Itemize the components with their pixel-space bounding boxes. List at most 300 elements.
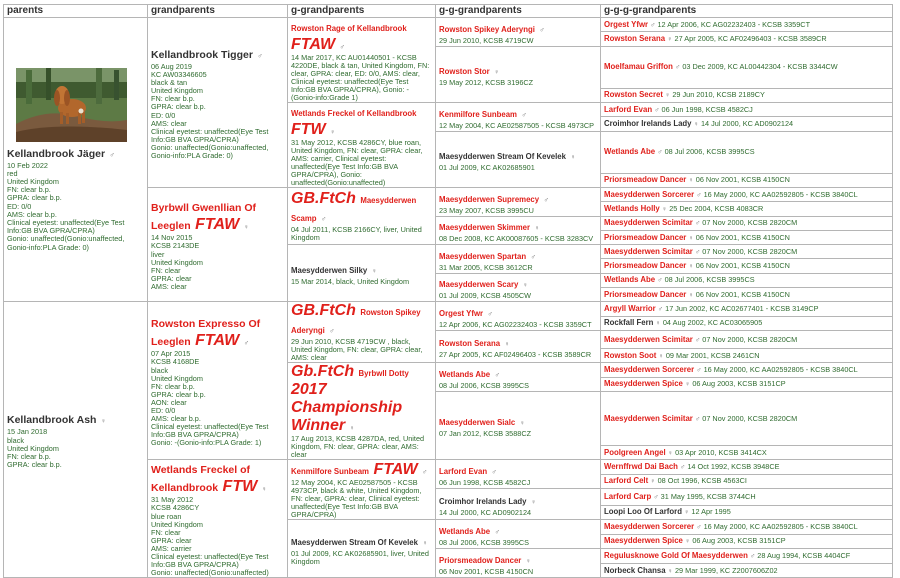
dog-details: 07 Nov 2000, KCSB 2820CM: [702, 218, 798, 228]
g-g-grandparent-cell: [436, 216, 601, 245]
dog-name-link[interactable]: Kenmilfore Sunbeam: [291, 466, 369, 476]
dog-name-block: [291, 363, 409, 434]
g-grandparent-cell: [288, 18, 436, 103]
dog-name-block: [604, 218, 700, 227]
dog-name-block: [439, 550, 531, 567]
dog-name-link[interactable]: Larford Evan: [439, 466, 488, 476]
detail-line: KCSB 4286CY: [151, 503, 200, 513]
g-g-g-grandparent-cell: [601, 245, 893, 259]
dog-name-block: [604, 536, 690, 545]
dog-name-link[interactable]: Loopi Loo Of Larford: [604, 507, 682, 517]
detail-line: 07 Apr 2015: [151, 349, 191, 359]
g-g-g-grandparent-cell: [601, 202, 893, 216]
detail-line: red: [7, 168, 18, 178]
dog-details: [7, 162, 144, 252]
male-icon: ♂: [487, 310, 493, 318]
dog-details: 08 Dec 2008, KC AK00087605 - KCSB 3283CV: [439, 234, 594, 244]
male-icon: ♂: [491, 468, 497, 476]
dog-name-block: [291, 190, 416, 225]
dog-name-block: [604, 34, 672, 43]
dog-details: 17 Aug 2013, KCSB 4287DA, red, United Kingdom, FN: clear, GPRA: clear, AMS: clear: [291, 434, 425, 460]
dog-details: 29 Mar 1999, KC Z2007606Z02: [674, 565, 778, 575]
dog-name-link[interactable]: Rowston Expresso Of Leeglen: [151, 318, 261, 349]
dog-name-link[interactable]: Rowston Spikey Aderyngi: [439, 24, 535, 34]
dog-details: 12 Apr 2006, KC AG02232403 - KCSB 3359CT: [657, 19, 811, 29]
dog-name-link[interactable]: Argyll Warrior: [604, 304, 656, 314]
female-icon: ♀: [494, 69, 500, 77]
detail-line: GPRA: clear: [151, 273, 192, 283]
detail-line: GPRA: clear b.p.: [7, 460, 62, 470]
dog-details: 25 Dec 2004, KCSB 4083CR: [669, 203, 764, 213]
detail-line: Clinical eyetest: unaffected(Eye Test Info:GB BVA GPRA/CPRA): [151, 422, 269, 440]
dog-name-block: [291, 302, 421, 337]
dog-name-link[interactable]: Maesydderwen Sorcerer: [604, 521, 695, 531]
g-g-grandparent-cell: [436, 302, 601, 331]
g-g-g-grandparent-cell: [601, 377, 893, 391]
female-icon: ♀: [684, 381, 691, 389]
dog-name-link[interactable]: Kenmilfore Sunbeam: [439, 109, 517, 119]
male-icon: ♂: [696, 523, 702, 531]
detail-line: Clinical eyetest: unaffected(Eye Test Info:GB BVA GPRA/CPRA): [151, 552, 269, 570]
dog-details: 15 Mar 2014, black, United Kingdom: [291, 277, 410, 287]
g-g-grandparent-cell: [436, 330, 601, 362]
dog-name-link[interactable]: Kellandbrook Jäger: [7, 147, 106, 160]
dog-details: 16 May 2000, KC AA02592805 - KCSB 3840CL: [703, 365, 858, 375]
g-g-grandparent-cell: [436, 18, 601, 47]
dog-details: 08 Oct 1996, KCSB 4563CI: [657, 476, 747, 486]
dog-name-link[interactable]: Regulusknowe Gold Of Maesydderwen: [604, 551, 748, 561]
detail-line: GPRA: clear b.p.: [151, 389, 206, 399]
dog-title: FTAW: [291, 36, 336, 53]
dog-name-link[interactable]: Maesydderwen Scimitar: [604, 218, 693, 228]
female-icon: ♀: [330, 129, 336, 136]
dog-name-block: [439, 217, 540, 234]
female-icon: ♀: [684, 538, 691, 546]
detail-line: AMS: clear: [151, 281, 187, 291]
dog-name-block: [604, 448, 673, 457]
dog-details: 06 Nov 2001, KCSB 4150CN: [695, 232, 790, 242]
dog-name-block: [439, 364, 500, 381]
dog-name-link[interactable]: Maesydderwen Spartan: [439, 251, 527, 261]
dog-details: 14 Jul 2000, KC AD0902124: [439, 507, 532, 517]
male-icon: ♂: [650, 21, 656, 29]
grandparent-cell: [148, 302, 288, 460]
female-icon: ♀: [534, 225, 540, 233]
dog-name-link[interactable]: Priorsmeadow Dancer: [604, 175, 687, 185]
dog-name-block: [7, 144, 115, 161]
header-parents: parents: [4, 5, 148, 18]
dog-name-link[interactable]: Maesydderwen Supremecy: [439, 194, 540, 204]
detail-line: AMS: clear b.p.: [7, 209, 57, 219]
g-g-g-grandparent-cell: [601, 488, 893, 505]
dog-title: FTAW: [195, 216, 240, 234]
dog-name-block: [604, 507, 689, 516]
dog-name-block: [151, 45, 263, 62]
dog-name-block: [439, 521, 500, 538]
dog-name-block: [439, 491, 536, 508]
dog-name-link[interactable]: Maesydderwen Sorcerer: [604, 365, 695, 375]
detail-line: Gonio: unaffected(Gonio:unaffected, Gonio-info:PLA Grade: 0): [7, 234, 125, 252]
dog-name-link[interactable]: Maesydderwen Skimmer: [439, 223, 531, 233]
dog-title-prefix: Gb.FtCh: [291, 363, 355, 381]
dog-details: 19 May 2012, KCSB 3196CZ: [439, 78, 534, 88]
dog-name-link[interactable]: Maesydderwen Spice: [604, 379, 683, 389]
dog-details: 16 May 2000, KC AA02592805 - KCSB 3840CL: [703, 521, 858, 531]
dog-name-link[interactable]: Wetlands Abe: [604, 275, 656, 285]
pedigree-row: [4, 302, 893, 316]
dog-name-link[interactable]: Larford Carp: [604, 491, 652, 501]
dog-name-block: [604, 414, 700, 423]
detail-line: 31 May 2012: [151, 495, 194, 505]
detail-line: GPRA: clear b.p.: [7, 193, 62, 203]
detail-line: Gonio: unaffected(Gonio:unaffected, Gonio-info:PLA Grade: 0): [151, 142, 269, 160]
grandparent-cell: [148, 188, 288, 302]
dog-name-link[interactable]: Priorsmeadow Dancer: [604, 261, 687, 271]
detail-line: 14 Nov 2015: [151, 233, 193, 243]
dog-details: 06 Nov 2001, KCSB 4150CN: [695, 261, 790, 271]
dog-details: 06 Nov 2001, KCSB 4150CN: [439, 566, 534, 576]
dog-title-suffix: 2017 Championship Winner: [291, 381, 403, 435]
detail-line: black: [7, 435, 25, 445]
detail-line: 15 Jan 2018: [7, 427, 48, 437]
g-grandparent-cell: [288, 363, 436, 460]
dog-name-block: [291, 103, 417, 138]
female-icon: ♀: [688, 177, 694, 185]
dog-name-block: [604, 190, 701, 199]
detail-line: United Kingdom: [151, 519, 203, 529]
dog-name-link[interactable]: Wetlands Holly: [604, 203, 660, 213]
female-icon: ♀: [243, 224, 249, 232]
dog-details: 08 Jul 2006, KCSB 3995CS: [439, 537, 530, 547]
dog-details: 29 Jun 2010, KCSB 2189CY: [672, 90, 765, 100]
dog-details: 17 Jun 2002, KC AC02677401 - KCSB 3149CP: [665, 304, 819, 314]
header-row: [4, 5, 893, 18]
female-icon: ♀: [667, 449, 674, 457]
header-grandparents: grandparents: [148, 5, 288, 18]
detail-line: 10 Feb 2022: [7, 160, 48, 170]
male-icon: ♂: [329, 328, 335, 336]
pedigree-table: [3, 4, 893, 578]
dog-name-block: [604, 261, 694, 270]
dog-details: 08 Jul 2006, KCSB 3995CS: [664, 147, 755, 157]
female-icon: ♀: [650, 478, 656, 486]
dog-name-link[interactable]: Maesydderwen Scimitar: [604, 246, 693, 256]
dog-details: [7, 428, 144, 469]
detail-line: Clinical eyetest: unaffected(Eye Test Info:GB BVA GPRA/CPRA): [7, 217, 125, 236]
detail-line: FN: clear b.p.: [7, 451, 51, 461]
dog-name-link[interactable]: Maesydderwen Stream Of Kevelek: [291, 537, 418, 547]
g-g-grandparent-cell: [436, 363, 601, 392]
detail-line: FN: clear: [151, 527, 181, 537]
detail-line: FN: clear b.p.: [7, 185, 51, 195]
g-g-g-grandparent-cell: [601, 18, 893, 32]
detail-line: Gonio: unaffected(Gonio:unaffected): [151, 568, 269, 578]
dog-details: 12 May 2004, KC AE02587505 - KCSB 4973CP, black & white, United Kingdom, FN: clear, GPRA: clear, Clinical eyetest: unaffected(Eye Test Info:GB BVA GPRA/CPRA): [291, 477, 422, 519]
female-icon: ♀: [522, 282, 529, 290]
dog-name-link[interactable]: Wetlands Abe: [439, 526, 491, 536]
dog-details: 04 Jul 2011, KCSB 2166CY, liver, United Kingdom: [291, 225, 422, 243]
dog-name-link[interactable]: Rowston Stor: [439, 67, 490, 77]
male-icon: ♂: [657, 306, 664, 314]
g-g-g-grandparent-cell: [601, 46, 893, 88]
dog-name-block: [604, 551, 755, 560]
dog-name-link[interactable]: Rowston Serana: [439, 339, 501, 349]
dog-details: 31 Mar 2005, KCSB 3612CR: [439, 262, 533, 272]
female-icon: ♀: [504, 341, 510, 349]
dog-details: 06 Jun 1998, KCSB 4582CJ: [439, 477, 531, 487]
detail-line: United Kingdom: [151, 86, 203, 96]
detail-line: United Kingdom: [151, 257, 203, 267]
dog-name-block: [439, 333, 510, 350]
g-g-g-grandparent-cell: [601, 460, 893, 474]
male-icon: ♂: [654, 106, 660, 114]
g-g-g-grandparent-cell: [601, 564, 893, 578]
dog-name-block: [604, 318, 661, 327]
detail-line: black & tan: [151, 78, 188, 88]
dog-name-block: [604, 20, 655, 29]
dog-name-block: [604, 351, 664, 360]
detail-line: KCSB 2143DE: [151, 241, 200, 251]
dog-details: 09 Mar 2001, KCSB 2461CN: [665, 350, 760, 360]
dog-details: 12 May 2004, KC AE02587505 - KCSB 4973CP: [439, 120, 594, 130]
dog-name-link[interactable]: Orgest Yfwr: [439, 308, 484, 318]
g-g-g-grandparent-cell: [601, 349, 893, 363]
g-g-grandparent-cell: [436, 103, 601, 132]
male-icon: ♂: [680, 464, 686, 472]
dog-name-link[interactable]: Priorsmeadow Dancer: [439, 555, 522, 565]
male-icon: ♂: [243, 340, 249, 348]
detail-line: GPRA: clear b.p.: [151, 102, 206, 112]
dog-name-block: [291, 532, 428, 549]
g-g-g-grandparent-cell: [601, 363, 893, 377]
dog-name-link[interactable]: Norbeck Chansa: [604, 565, 666, 575]
dog-details: 08 Jul 2006, KCSB 3995CS: [664, 275, 755, 285]
dog-details: 16 May 2000, KC AA02592805 - KCSB 3840CL: [703, 189, 858, 199]
g-g-grandparent-cell: [436, 460, 601, 489]
dog-name-link[interactable]: Rowston Soot: [604, 350, 657, 360]
dog-name-link[interactable]: Priorsmeadow Dancer: [604, 232, 687, 242]
dog-details: 27 Apr 2005, KC AF02496403 - KCSB 3589CR: [674, 33, 827, 43]
dog-name-block: [604, 119, 699, 128]
dog-details: 06 Nov 2001, KCSB 4150CN: [695, 175, 790, 185]
g-g-g-grandparent-cell: [601, 330, 893, 348]
dog-details: 12 Apr 1995: [691, 507, 731, 517]
detail-line: United Kingdom: [151, 373, 203, 383]
dog-name-block: [439, 61, 499, 78]
g-g-g-grandparent-cell: [601, 188, 893, 202]
dog-details: 08 Jul 2006, KCSB 3995CS: [439, 380, 530, 390]
dog-name-link[interactable]: Kellandbrook Tigger: [151, 48, 253, 61]
dog-name-block: [151, 460, 267, 495]
dog-details: 01 Jul 2009, KC AK02685901: [439, 163, 535, 173]
dog-name-link[interactable]: Rowston Serana: [604, 33, 666, 43]
dog-name-link[interactable]: Maesydderwen Scimitar: [604, 334, 693, 344]
male-icon: ♂: [694, 336, 701, 344]
male-icon: ♂: [494, 371, 500, 379]
female-icon: ♀: [422, 539, 428, 547]
male-icon: ♂: [657, 277, 663, 285]
dog-details: 07 Nov 2000, KCSB 2820CM: [702, 413, 798, 423]
dog-details: 01 Jul 2009, KC AK02685901, liver, United Kingdom: [291, 548, 429, 566]
detail-line: black: [151, 365, 169, 375]
dog-name-link[interactable]: Maesydderwen Spice: [604, 536, 683, 546]
dog-name-block: [604, 62, 680, 71]
dog-name-link[interactable]: Rowston Spikey Aderyngi: [291, 308, 421, 336]
dog-name-link[interactable]: Poolgreen Angel: [604, 447, 666, 457]
dog-name-block: [439, 274, 528, 291]
male-icon: ♂: [696, 367, 702, 375]
dog-details: 14 Jul 2000, KC AD0902124: [700, 118, 794, 128]
g-g-grandparent-cell: [436, 549, 601, 578]
g-g-g-grandparent-cell: [601, 549, 893, 564]
dog-details: [151, 496, 284, 577]
dog-name-link[interactable]: Croimhor Irelands Lady: [439, 496, 527, 506]
dog-name-block: [604, 335, 700, 344]
dog-name-block: [604, 304, 663, 313]
dog-details: 29 Jun 2010, KCSB 4719CW: [439, 35, 534, 45]
dog-name-link[interactable]: Byrbwll Gwenllian Of Leeglen: [151, 202, 257, 233]
dog-name-block: [604, 522, 701, 531]
g-grandparent-cell: [288, 302, 436, 363]
dog-name-link[interactable]: Rowston Rage of Kellandbrook: [291, 24, 407, 33]
male-icon: ♂: [494, 528, 500, 536]
dog-name-link[interactable]: Wernffrwd Dai Bach: [604, 462, 678, 472]
female-icon: ♀: [693, 120, 699, 128]
dog-name-link[interactable]: Maesydderwen Sialc: [439, 418, 516, 428]
dog-name-link[interactable]: Byrbwll Dotty: [358, 369, 409, 379]
dog-name-block: [439, 19, 545, 36]
male-icon: ♂: [321, 216, 327, 224]
dog-name-link[interactable]: Larford Celt: [604, 476, 649, 486]
dog-name-block: [604, 147, 662, 156]
dog-name-block: [439, 189, 549, 206]
dog-name-block: [604, 462, 685, 471]
dog-details: 31 May 2012, KCSB 4286CY, blue roan, United Kingdom, FN: clear, GPRA: clear, AMS: carrier, Clinical eyetest: unaffected(Eye Test Info:GB BVA GPRA/CPRA), Gonio: unaffected(Gonio:unaffected): [291, 138, 423, 187]
female-icon: ♀: [684, 509, 690, 517]
male-icon: ♂: [109, 151, 115, 159]
dog-name-block: [291, 461, 427, 478]
male-icon: ♂: [339, 44, 345, 51]
female-icon: ♀: [530, 498, 537, 506]
dog-name-block: [604, 492, 659, 501]
dog-name-link[interactable]: Maesydderwen Scary: [439, 280, 519, 290]
dog-title: FTW: [291, 121, 326, 138]
dog-details: 29 Jun 2010, KCSB 4719CW , black, United Kingdom, FN: clear, GPRA: clear, AMS: clear: [291, 337, 423, 363]
dog-title: FTW: [222, 478, 258, 496]
male-icon: ♂: [694, 220, 701, 228]
female-icon: ♀: [371, 268, 377, 276]
dog-photo: [16, 68, 127, 142]
detail-line: liver: [151, 249, 165, 259]
g-g-g-grandparent-cell: [601, 505, 893, 519]
g-g-g-grandparent-cell: [601, 103, 893, 117]
dog-title: FTAW: [195, 332, 240, 350]
g-g-g-grandparent-cell: [601, 259, 893, 273]
header-g-g-grandparents: g-g-grandparents: [436, 5, 601, 18]
g-g-grandparent-cell: [436, 273, 601, 302]
dog-name-link[interactable]: Larford Evan: [604, 104, 653, 114]
dog-name-link[interactable]: Priorsmeadow Dancer: [604, 289, 687, 299]
dog-name-link[interactable]: Wetlands Abe: [604, 147, 656, 157]
dog-name-block: [7, 410, 106, 427]
female-icon: ♀: [665, 92, 671, 100]
male-icon: ♂: [657, 149, 663, 157]
dog-name-block: [604, 233, 694, 242]
header-g-grandparents: g-grandparents: [288, 5, 436, 18]
female-icon: ♀: [667, 35, 673, 43]
dog-name-link[interactable]: Maesydderwen Stream Of Kevelek: [439, 152, 566, 162]
dog-details: 07 Jan 2012, KCSB 3588CZ: [439, 429, 532, 439]
g-g-g-grandparent-cell: [601, 230, 893, 244]
dog-name-link[interactable]: Maesydderwen Sorcerer: [604, 189, 695, 199]
female-icon: ♀: [261, 486, 267, 494]
female-icon: ♀: [688, 291, 694, 299]
dog-details: 06 Aug 2003, KCSB 3151CP: [692, 379, 786, 389]
male-icon: ♂: [257, 52, 263, 60]
detail-line: Gonio: -(Gonio-info:PLA Grade: 1): [151, 438, 262, 448]
male-icon: ♂: [694, 248, 701, 256]
dog-details: 03 Dec 2009, KC AL00442304 - KCSB 3344CW: [682, 62, 838, 72]
dog-name-link[interactable]: Maesydderwen Scimitar: [604, 413, 693, 423]
pedigree-row: [4, 18, 893, 32]
detail-line: ED: 0/0: [151, 405, 176, 415]
detail-line: ED: 0/0: [7, 201, 32, 211]
dog-name-link[interactable]: Rowston Secret: [604, 90, 663, 100]
dog-name-link[interactable]: Maesydderwen Silky: [291, 266, 368, 276]
female-icon: ♀: [519, 420, 525, 428]
female-icon: ♀: [688, 234, 694, 242]
dog-name-link[interactable]: Moelfamau Griffon: [604, 62, 673, 72]
g-g-grandparent-cell: [436, 245, 601, 274]
dog-name-block: [439, 104, 527, 121]
dog-name-link[interactable]: Orgest Yfwr: [604, 19, 649, 29]
dog-details: 31 May 1995, KCSB 3744CH: [660, 491, 756, 501]
g-g-g-grandparent-cell: [601, 534, 893, 548]
dog-name-block: [604, 204, 667, 213]
dog-name-block: [291, 260, 377, 277]
detail-line: ED: 0/0: [151, 110, 176, 120]
male-icon: ♂: [539, 26, 545, 34]
dog-name-link[interactable]: Croimhor Irelands Lady: [604, 118, 692, 128]
detail-line: AMS: clear b.p.: [151, 414, 201, 424]
female-icon: ♀: [349, 425, 355, 433]
dog-details: 06 Jun 1998, KCSB 4582CJ: [661, 104, 753, 114]
detail-line: KC AW03346605: [151, 70, 207, 80]
dog-name-link[interactable]: Wetlands Abe: [439, 369, 491, 379]
detail-line: FN: clear: [151, 265, 181, 275]
detail-line: Clinical eyetest: unaffected(Eye Test Info:GB BVA GPRA/CPRA): [151, 126, 269, 144]
dog-name-link[interactable]: Kellandbrook Ash: [7, 414, 97, 427]
male-icon: ♂: [674, 64, 681, 72]
grandparent-cell: [148, 18, 288, 188]
g-g-grandparent-cell: [436, 488, 601, 519]
dog-name-link[interactable]: Rockfall Fern: [604, 318, 654, 328]
female-icon: ♀: [667, 567, 673, 575]
male-icon: ♂: [422, 468, 428, 476]
dog-name-block: [439, 246, 536, 263]
detail-line: 06 Aug 2019: [151, 61, 192, 71]
dog-name-block: [291, 18, 407, 53]
dog-details: 04 Aug 2002, KC AC03065905: [662, 318, 763, 328]
dog-name-link[interactable]: Wetlands Freckel of Kellandbrook: [291, 109, 417, 118]
detail-line: AMS: clear: [151, 118, 187, 128]
male-icon: ♂: [694, 415, 701, 423]
dog-name-link[interactable]: Wetlands Freckel of Kellandbrook: [151, 464, 251, 495]
detail-line: FN: clear b.p.: [151, 381, 195, 391]
dog-name-link[interactable]: Maesydderwen Scamp: [291, 196, 417, 224]
dog-name-block: [604, 290, 694, 299]
dog-details: [151, 234, 284, 291]
